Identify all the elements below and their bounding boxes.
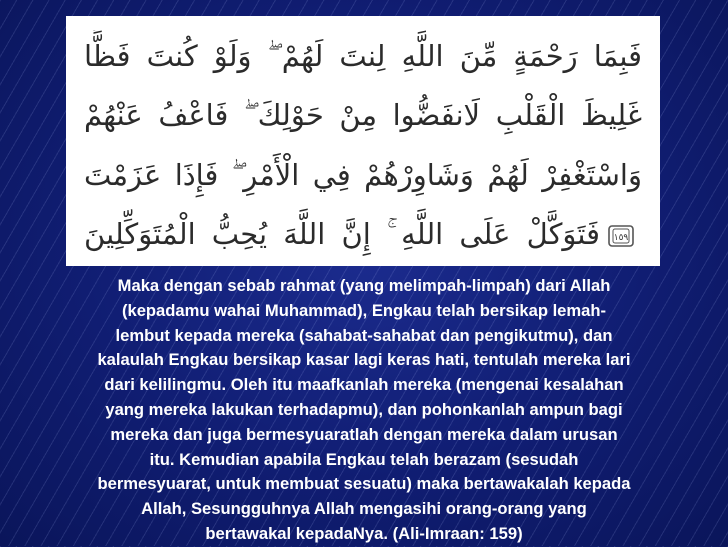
translation-line-8: itu. Kemudian apabila Engkau telah berazam (sesudah [149, 449, 579, 469]
arabic-line-4 [84, 208, 642, 260]
translation-line-5: dari kelilingmu. Oleh itu maafkanlah mereka (mengenai kesalahan [104, 375, 624, 395]
arabic-line-1: فَبِمَا رَحْمَةٍ مِّنَ اللَّهِ لِنتَ لَهُمْ ۖ وَلَوْ كُنتَ فَظًّا [84, 39, 642, 73]
translation-line-1: Maka dengan sebab rahmat (yang melimpah-limpah) dari Allah [117, 276, 611, 295]
arabic-line-3: وَاسْتَغْفِرْ لَهُمْ وَشَاوِرْهُمْ فِي الْأَمْرِ ۖ فَإِذَا عَزَمْتَ [84, 157, 642, 192]
ayah-number: ١٥٩ [613, 232, 629, 243]
arabic-verse-panel [66, 16, 660, 266]
translation-line-3: lembut kepada mereka (sahabat-sahabat dan pengikutmu), dan [115, 325, 613, 345]
translation-line-9: bermesyuarat, untuk membuat sesuatu) maka bertawakalah kepada [97, 474, 631, 494]
translation-line-11: bertawakal kepadaNya. (Ali-Imraan: 159) [205, 523, 523, 543]
translation-line-7: mereka dan juga bermesyuaratlah dengan mereka dalam urusan [110, 424, 618, 444]
arabic-line-2: غَلِيظَ الْقَلْبِ لَانفَضُّوا مِنْ حَوْلِكَ ۖ فَاعْفُ عَنْهُمْ [84, 98, 642, 133]
translation-line-4: kalaulah Engkau bersikap kasar lagi keras hati, tentulah mereka lari [97, 350, 631, 370]
ayah-end-marker-icon [606, 223, 636, 249]
arabic-line-4-text: فَتَوَكَّلْ عَلَى اللَّهِ ۚ إِنَّ اللَّهَ يُحِبُّ الْمُتَوَكِّلِينَ [84, 216, 600, 251]
translation-text [36, 274, 692, 547]
translation-line-2: (kepadamu wahai Muhammad), Engkau telah bersikap lemah- [121, 300, 607, 320]
translation-line-6: yang mereka lakukan terhadapmu), dan pohonkanlah ampun bagi [105, 399, 623, 419]
translation-line-10: Allah, Sesungguhnya Allah mengasihi orang-orang yang [141, 499, 587, 519]
